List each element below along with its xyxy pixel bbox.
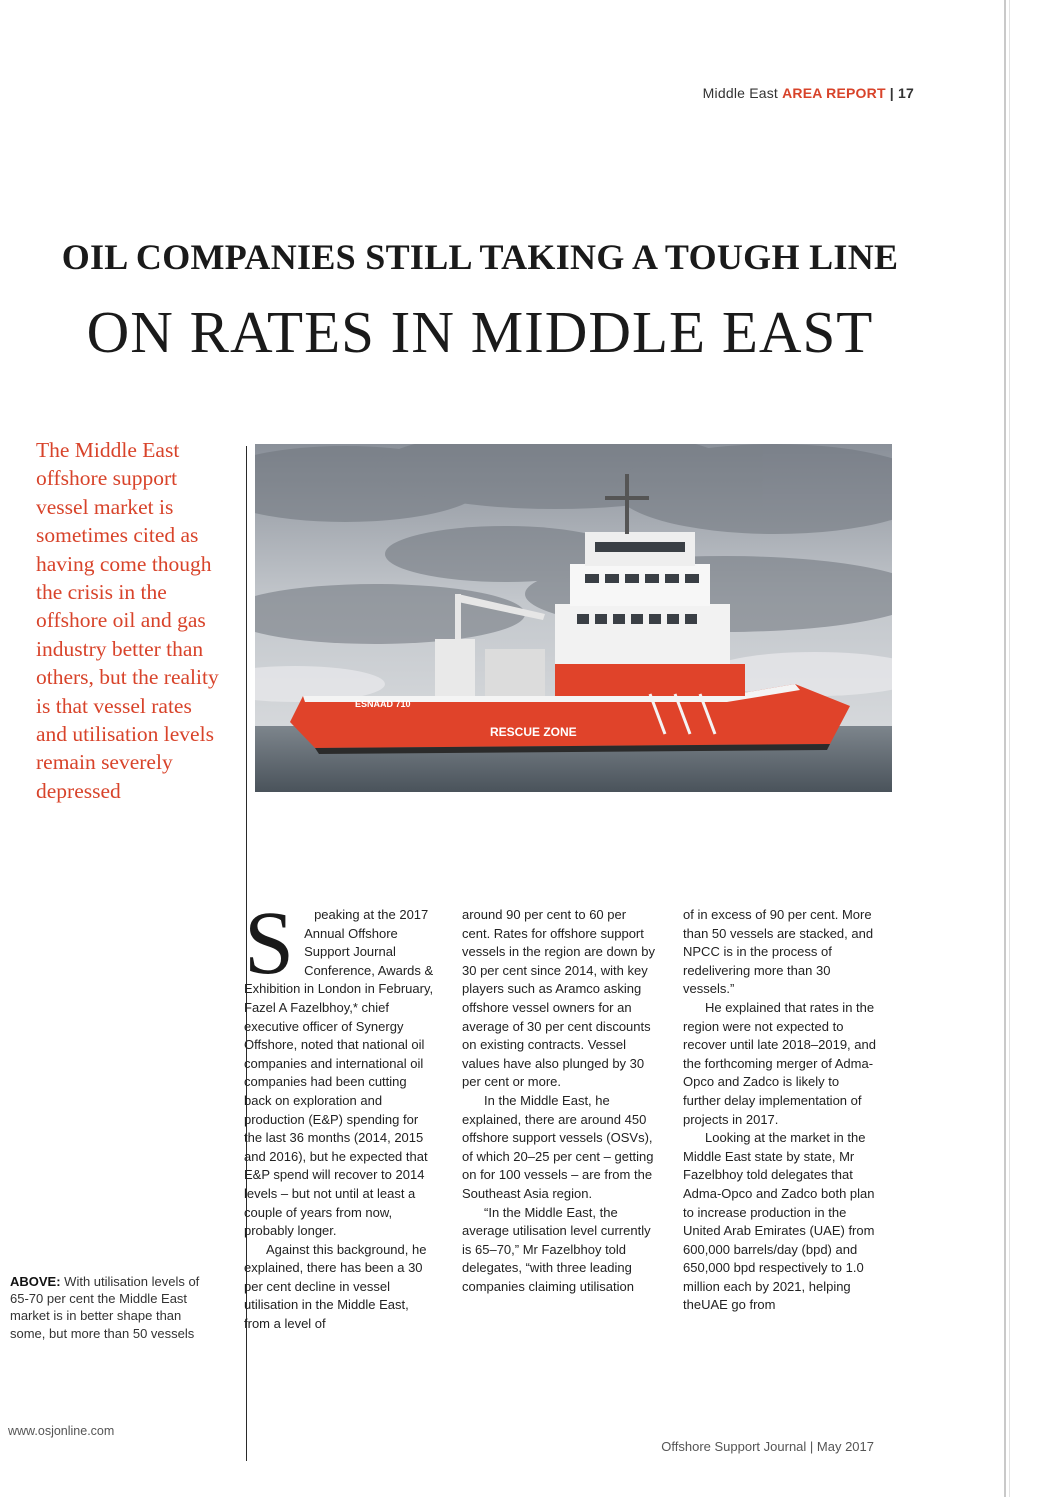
body-paragraph — [244, 894, 436, 1241]
headline-line-1: OIL COMPANIES STILL TAKING A TOUGH LINE — [61, 237, 899, 277]
photo-caption — [10, 1273, 210, 1342]
body-paragraph: Looking at the market in the Middle East state by state, Mr Fazelbhoy told delegates that Adma-Opco and Zadco both plan to increase production in the United Arab Emirates (UAE) from 600,000 barrels/day (bpd) and 650,000 bpd respectively to 1.0 million each by 2021, helping theUAE go from — [683, 1130, 875, 1313]
body-paragraph: “In the Middle East, the average utilisation level currently is 65–70,” Mr Fazelbhoy told delegates, “with three leading companies claiming utilisation — [462, 1204, 651, 1294]
footer-url: www.osjonline.com — [8, 1424, 115, 1438]
running-head-region: Middle East — [702, 85, 779, 101]
rescue-zone-marking: RESCUE ZONE — [490, 725, 577, 739]
vessel-name-marking: ESNAAD 710 — [355, 699, 411, 709]
page-edge-line-secondary — [1009, 0, 1010, 1497]
body-text: peaking at the 2017 Annual Offshore Support Journal Conference, Awards & Exhibition in London in February, Fazel A Fazelbhoy,* chief executive officer of Synergy Offshore, noted that national oil companies and international oil companies had been cutting back on exploration and production (E&P) spending for the last 36 months (2014, 2015 and 2016), but he expected that E&P spend will recover to 2014 levels – but not until at least a couple of years from now, probably longer. — [244, 907, 434, 1239]
body-paragraph: He explained that rates in the region were not expected to recover until late 2018–2019, and the forthcoming merger of Adma-Opco and Zadco is likely to further delay implementation of projects in 2017. — [683, 999, 876, 1127]
vessel-photo — [255, 444, 892, 792]
body-column-1 — [244, 894, 436, 1334]
running-head-separator: | — [889, 85, 894, 101]
body-paragraph: In the Middle East, he explained, there are around 450 offshore support vessels (OSVs), of which 20–25 per cent – getting on for 100 vessels – are from the Southeast Asia region. — [462, 1092, 654, 1201]
body-column-2 — [462, 906, 657, 1296]
footer-journal: Offshore Support Journal | May 2017 — [661, 1439, 874, 1454]
standfirst: The Middle East offshore support vessel market is sometimes cited as having come though the crisis in the offshore oil and gas industry better than others, but the reality is that vessel rates and utilisation levels remain severely depressed — [36, 438, 219, 803]
page-number: 17 — [898, 85, 914, 101]
running-head — [703, 85, 914, 101]
page-edge-line — [1004, 0, 1006, 1497]
body-paragraph: Against this background, he explained, there has been a 30 per cent decline in vessel utilisation in the Middle East, from a level of — [244, 1241, 427, 1332]
caption-lead: ABOVE: — [10, 1274, 61, 1289]
body-paragraph: around 90 per cent to 60 per cent. Rates for offshore support vessels in the region are down by 30 per cent since 2014, with key players such as Aramco asking offshore vessel owners for an average of 30 per cent discounts on existing contracts. Vessel values have also plunged by 30 per cent or more. — [462, 907, 655, 1090]
drop-cap: S — [244, 894, 295, 993]
headline-line-2: ON RATES IN MIDDLE EAST — [86, 299, 874, 365]
caption-text: With utilisation levels of 65-70 per cent the Middle East market is in better shape than some, but more than 50 vessels — [10, 1274, 200, 1341]
body-paragraph: of in excess of 90 per cent. More than 50 vessels are stacked, and NPCC is in the process of redelivering more than 30 vessels.” — [683, 907, 874, 997]
vessel-illustration — [255, 444, 892, 792]
running-head-section: AREA REPORT — [782, 85, 886, 101]
body-column-3 — [683, 906, 879, 1315]
